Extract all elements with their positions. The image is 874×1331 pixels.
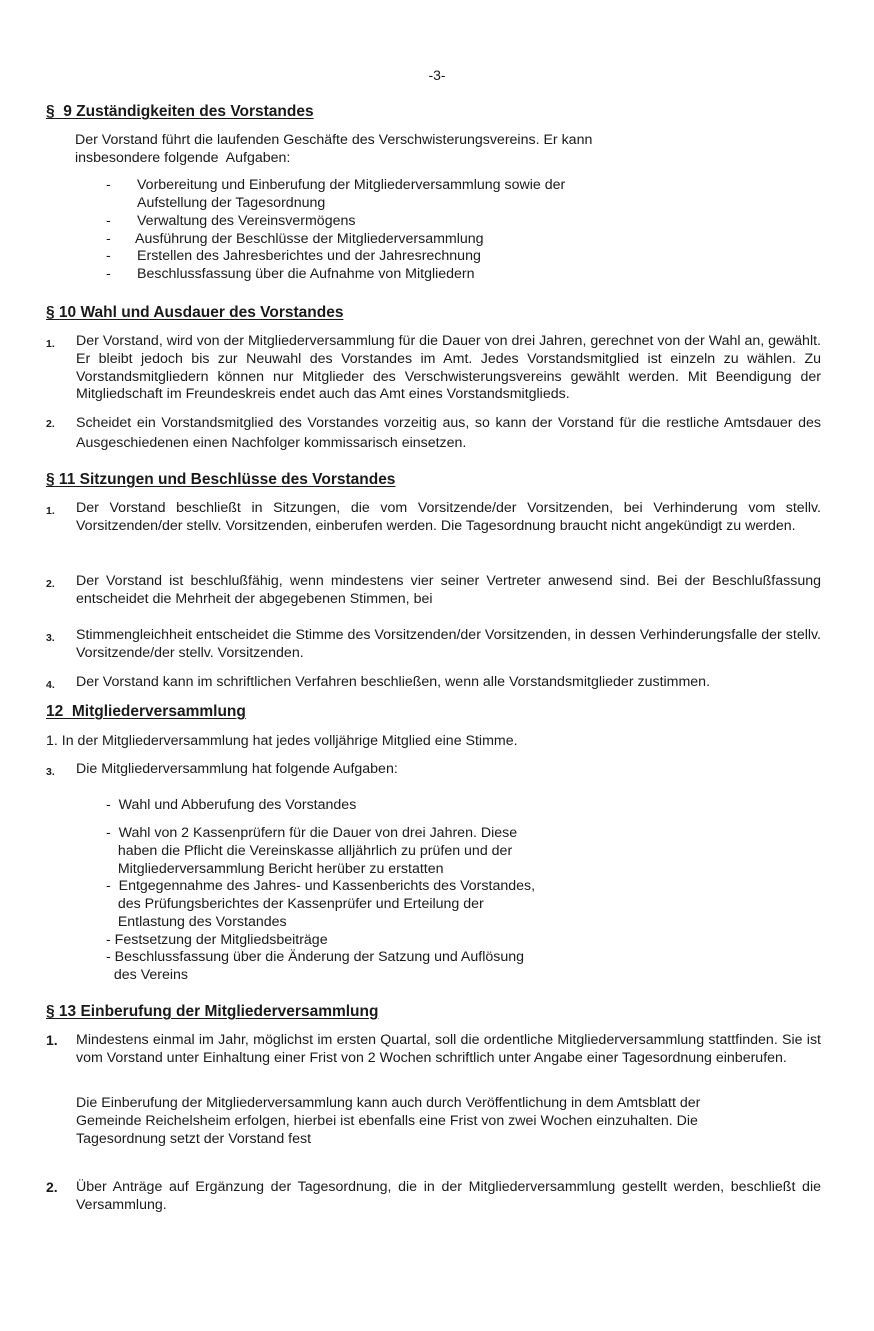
section-heading-10: § 10 Wahl und Ausdauer des Vorstandes xyxy=(46,304,344,321)
s10-item-2: Scheidet ein Vorstandsmitglied des Vorstandes vorzeitig aus, so kann der Vorstand für die restliche Amtsdauer des Ausgeschiedenen einen Nachfolger kommissarisch einsetzen. xyxy=(76,415,821,451)
list-number: 2. xyxy=(46,418,55,430)
s12-task: - Wahl und Abberufung des Vorstandes xyxy=(106,797,357,813)
page-number: -3- xyxy=(428,67,446,83)
s9-list-item xyxy=(106,266,475,284)
s12-task: - Festsetzung der Mitgliedsbeiträge xyxy=(106,932,328,948)
s12-task xyxy=(106,949,524,985)
s9-item-1-line-2: Aufstellung der Tagesordnung xyxy=(137,194,326,211)
s12-task-line: - Beschlussfassung über die Änderung der Satzung und Auflösung xyxy=(106,949,525,965)
list-number: 3. xyxy=(46,632,55,644)
s10-item-1: Der Vorstand, wird von der Mitgliederversammlung für die Dauer von drei Jahren, gerechnet von der Wahl an, gewählt. Er bleibt jedoch bis zur Neuwahl des Vorstandes im Amt. Jedes Vorstandsmitglied ist einzeln zu wählen. Zu Vorstandsmitgliedern können nur Mitglieder des Verschwisterungsvereins gewählt werden. Mit Beendigung der Mitgliedschaft im Freundeskreis endet auch das Amt eines Vorstandsmitglieds. xyxy=(76,333,821,403)
s12-task-line: des Vereins xyxy=(106,966,189,983)
s11-item-4: Der Vorstand kann im schriftlichen Verfahren beschließen, wenn alle Vorstandsmitglieder zustimmen. xyxy=(76,674,711,690)
s13-item-1: Mindestens einmal im Jahr, möglichst im ersten Quartal, soll die ordentliche Mitgliederversammlung stattfinden. Sie ist vom Vorstand unter Einhaltung einer Frist von 2 Wochen schriftlich unter Angabe einer Tagesordnung einberufen. xyxy=(76,1032,821,1066)
s9-intro-line-1: Der Vorstand führt die laufenden Geschäfte des Verschwisterungsvereins. Er kann xyxy=(75,132,593,148)
section-heading-9: § 9 Zuständigkeiten des Vorstandes xyxy=(46,103,314,120)
s12-task xyxy=(106,825,517,878)
list-number: 2. xyxy=(46,578,55,590)
s13-extra-line: Gemeinde Reichelsheim erfolgen, hierbei ist ebenfalls eine Frist von zwei Wochen einzuhalten. Die xyxy=(76,1112,698,1129)
s12-task-line: Entlastung des Vorstandes xyxy=(106,913,287,930)
s11-item-2: Der Vorstand ist beschlußfähig, wenn mindestens vier seiner Vertreter anwesend sind. Bei der Beschlußfassung entscheidet die Mehrheit der abgegebenen Stimmen, bei xyxy=(76,573,821,607)
s9-list-item xyxy=(106,213,355,231)
list-number: 4. xyxy=(46,679,55,691)
s9-item-3: Ausführung der Beschlüsse der Mitgliederversammlung xyxy=(135,231,484,247)
s9-item-5: Beschlussfassung über die Aufnahme von Mitgliedern xyxy=(137,266,475,282)
s9-item-2: Verwaltung des Vereinsvermögens xyxy=(137,213,356,229)
s11-item-3: Stimmengleichheit entscheidet die Stimme des Vorsitzenden/der Vorsitzenden, in dessen Verhinderungsfalle der stellv. Vorsitzende/der stellv. Vorsitzenden. xyxy=(76,627,821,661)
section-heading-13: § 13 Einberufung der Mitgliederversammlung xyxy=(46,1003,379,1020)
s9-list-item xyxy=(106,248,481,266)
list-number: 3. xyxy=(46,766,55,778)
list-number: 1. xyxy=(46,338,55,350)
dash-bullet: - xyxy=(106,231,111,247)
section-heading-12: 12 Mitgliederversammlung xyxy=(46,703,246,720)
s12-line-1: 1. In der Mitgliederversammlung hat jedes volljährige Mitglied eine Stimme. xyxy=(46,733,518,749)
s11-item-1: Der Vorstand beschließt in Sitzungen, die vom Vorsitzende/der Vorsitzenden, bei Verhinderung vom stellv. Vorsitzenden/der stellv. Vorsitzenden, einberufen werden. Die Tagesordnung braucht nicht angekündigt zu werden. xyxy=(76,500,821,534)
s13-extra-paragraph xyxy=(76,1095,700,1148)
s9-intro-line-2: insbesondere folgende Aufgaben: xyxy=(75,149,291,166)
s12-task-line: des Prüfungsberichtes der Kassenprüfer und Erteilung der xyxy=(106,895,484,912)
s12-task-line: Mitgliederversammlung Bericht herüber zu erstatten xyxy=(106,860,444,877)
s9-list-item xyxy=(106,177,666,213)
dash-bullet: - xyxy=(106,213,111,229)
s12-task-line: - Entgegennahme des Jahres- und Kassenberichts des Vorstandes, xyxy=(106,878,536,894)
s9-item-4: Erstellen des Jahresberichtes und der Jahresrechnung xyxy=(137,248,481,264)
list-number: 2. xyxy=(46,1179,58,1195)
s12-task xyxy=(106,878,535,931)
dash-bullet: - xyxy=(106,177,111,193)
s13-item-2: Über Anträge auf Ergänzung der Tagesordnung, die in der Mitgliederversammlung gestellt werden, beschließt die Versammlung. xyxy=(76,1179,821,1213)
dash-bullet: - xyxy=(106,248,111,264)
list-number: 1. xyxy=(46,505,55,517)
section-heading-11: § 11 Sitzungen und Beschlüsse des Vorstandes xyxy=(46,471,396,488)
s13-extra-line: Die Einberufung der Mitgliederversammlung kann auch durch Veröffentlichung in dem Amtsblatt der xyxy=(76,1095,701,1111)
s9-item-1-line-1: Vorbereitung und Einberufung der Mitgliederversammlung sowie der xyxy=(137,177,566,193)
dash-bullet: - xyxy=(106,266,111,282)
list-number: 1. xyxy=(46,1032,58,1048)
s13-extra-line: Tagesordnung setzt der Vorstand fest xyxy=(76,1130,312,1147)
s12-task-line: haben die Pflicht die Vereinskasse alljährlich zu prüfen und der xyxy=(106,842,513,859)
s9-intro xyxy=(75,132,592,168)
s9-list-item xyxy=(106,231,484,249)
s12-item-3: Die Mitgliederversammlung hat folgende Aufgaben: xyxy=(76,761,398,777)
s12-task-line: - Wahl von 2 Kassenprüfern für die Dauer von drei Jahren. Diese xyxy=(106,825,518,841)
